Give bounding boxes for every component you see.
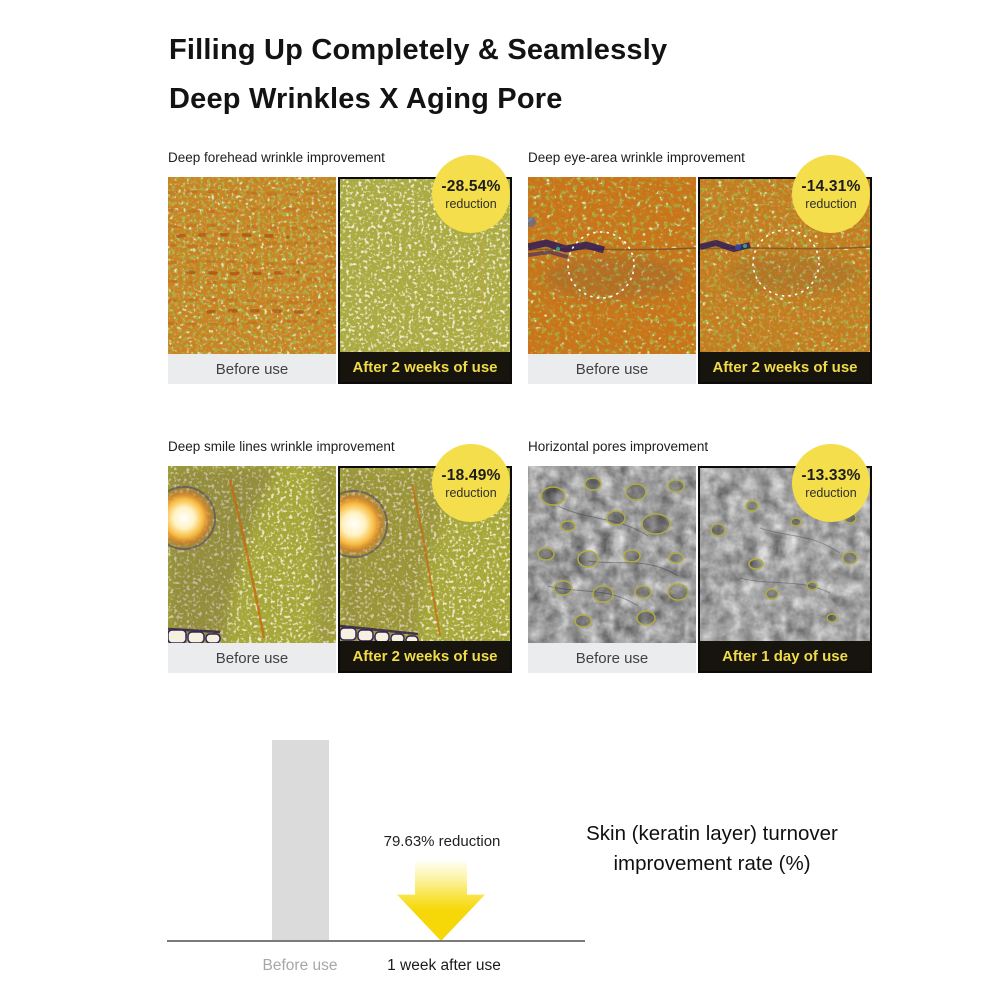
before-use-bar [272,740,329,941]
eye-before-side [528,177,696,384]
eye-reduction-unit: reduction [805,196,857,211]
turnover-chart-title-line1: Skin (keratin layer) turnover [586,822,838,845]
eye-before-image [528,177,696,354]
panel-smile-caption: Deep smile lines wrinkle improvement [168,439,395,454]
pores-before-side [528,466,696,673]
page-title [169,26,667,124]
smile-before-side [168,466,336,673]
pores-reduction-value: -13.33% [801,466,861,484]
smile-reduction-badge [432,444,510,522]
eye-reduction-badge [792,155,870,233]
panel-pores [528,439,872,673]
chart-label-before-use: Before use [262,957,338,974]
turnover-reduction-text: 79.63% reduction [383,833,501,850]
eye-before-skin-image [528,177,696,354]
panel-smile-lines [168,439,512,673]
page-title-line2: Deep Wrinkles X Aging Pore [169,83,563,115]
panel-pores-caption: Horizontal pores improvement [528,439,709,454]
smile-reduction-unit: reduction [445,485,497,500]
forehead-before-image [168,177,336,354]
forehead-reduction-badge [432,155,510,233]
smile-before-skin-image [168,466,336,643]
forehead-after-label: After 2 weeks of use [340,352,510,382]
panel-eye-caption: Deep eye-area wrinkle improvement [528,150,745,165]
forehead-reduction-value: -28.54% [441,177,501,195]
pores-before-label: Before use [528,643,696,673]
pores-reduction-unit: reduction [805,485,857,500]
smile-reduction-value: -18.49% [441,466,501,484]
panel-forehead [168,150,512,384]
turnover-chart-title-line2: improvement rate (%) [613,852,811,875]
smile-before-image [168,466,336,643]
pores-before-skin-image [528,466,696,643]
chart-label-after-use: 1 week after use [387,957,501,974]
turnover-chart-title [562,819,862,879]
forehead-before-side [168,177,336,384]
eye-after-label: After 2 weeks of use [700,352,870,382]
pores-reduction-badge [792,444,870,522]
forehead-reduction-unit: reduction [445,196,497,211]
pores-after-label: After 1 day of use [700,641,870,671]
smile-before-label: Before use [168,643,336,673]
eye-before-label: Before use [528,354,696,384]
panel-eye-area [528,150,872,384]
forehead-before-skin-image [168,177,336,354]
eye-reduction-value: -14.31% [801,177,861,195]
page-title-line1: Filling Up Completely & Seamlessly [169,34,668,66]
forehead-before-label: Before use [168,354,336,384]
smile-after-label: After 2 weeks of use [340,641,510,671]
panel-forehead-caption: Deep forehead wrinkle improvement [168,150,385,165]
chart-baseline [167,940,585,942]
down-arrow-icon [397,861,485,941]
pores-before-image [528,466,696,643]
